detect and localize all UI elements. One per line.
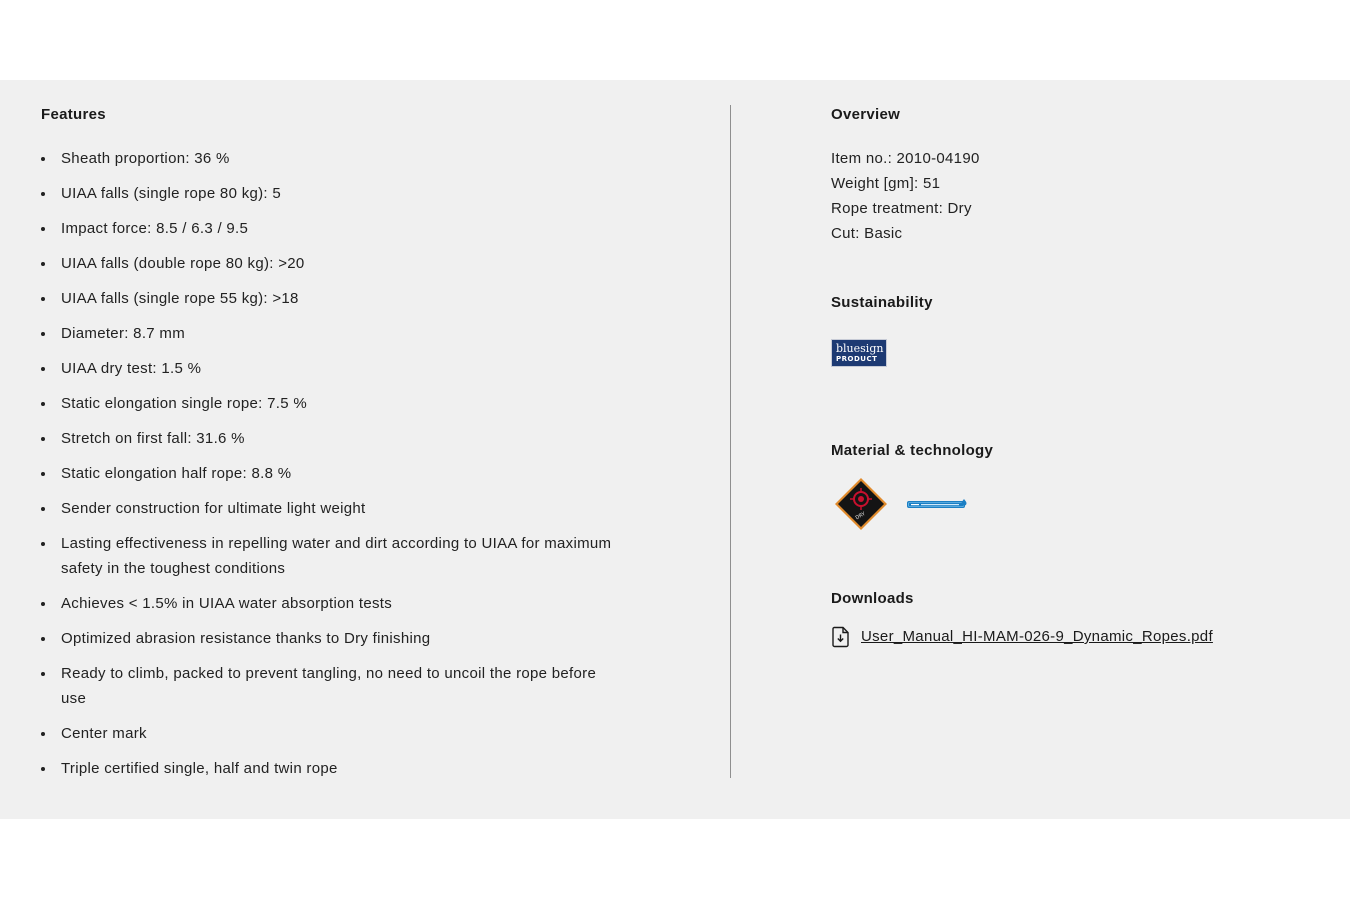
svg-text:DRY: DRY [854,511,867,522]
feature-item: UIAA falls (single rope 80 kg): 5 [41,181,621,206]
feature-item: Diameter: 8.7 mm [41,321,621,346]
feature-item: UIAA dry test: 1.5 % [41,356,621,381]
sustainability-section [831,294,933,367]
feature-item: Triple certified single, half and twin rope [41,756,621,781]
feature-item: Static elongation half rope: 8.8 % [41,461,621,486]
user-manual-download-link[interactable]: User_Manual_HI-MAM-026-9_Dynamic_Ropes.pdf [861,628,1213,645]
overview-list [831,146,980,246]
file-download-icon[interactable] [831,626,850,648]
overview-item-number: Item no.: 2010-04190 [831,150,980,167]
feature-item: Center mark [41,721,621,746]
bluesign-logo-text: bluesign [836,342,884,355]
features-heading: Features [41,106,106,123]
feature-item: Sender construction for ultimate light weight [41,496,621,521]
features-list [41,146,621,781]
overview-cut: Cut: Basic [831,225,903,242]
sustainability-heading: Sustainability [831,294,933,311]
feature-item: Achieves < 1.5% in UIAA water absorption tests [41,591,621,616]
feature-item: Static elongation single rope: 7.5 % [41,391,621,416]
overview-rope-treatment: Rope treatment: Dry [831,200,972,217]
downloads-section [831,590,1213,648]
material-heading: Material & technology [831,442,994,459]
feature-item: Impact force: 8.5 / 6.3 / 9.5 [41,216,621,241]
feature-item: UIAA falls (double rope 80 kg): >20 [41,251,621,276]
download-item[interactable] [831,626,1213,648]
overview-weight: Weight [gm]: 51 [831,175,941,192]
feature-item: Optimized abrasion resistance thanks to Dry finishing [41,626,621,651]
dry-treatment-icon [831,476,891,532]
uiaa-water-repellent-icon [907,498,969,510]
product-details-panel [0,80,1350,819]
features-column [41,106,621,791]
feature-item: UIAA falls (single rope 55 kg): >18 [41,286,621,311]
overview-heading: Overview [831,106,901,123]
bluesign-product-logo [831,339,887,367]
bluesign-logo-subtext: PRODUCT [836,355,878,363]
column-divider [730,105,731,778]
overview-section [831,106,980,246]
feature-item: Sheath proportion: 36 % [41,146,621,171]
feature-item: Stretch on first fall: 31.6 % [41,426,621,451]
material-section [831,442,993,532]
downloads-heading: Downloads [831,590,914,607]
feature-item: Ready to climb, packed to prevent tangling, no need to uncoil the rope before use [41,661,621,711]
feature-item: Lasting effectiveness in repelling water and dirt according to UIAA for maximum safety in the toughest conditions [41,531,621,581]
material-logos [831,476,993,532]
sustainability-logos [831,339,933,367]
